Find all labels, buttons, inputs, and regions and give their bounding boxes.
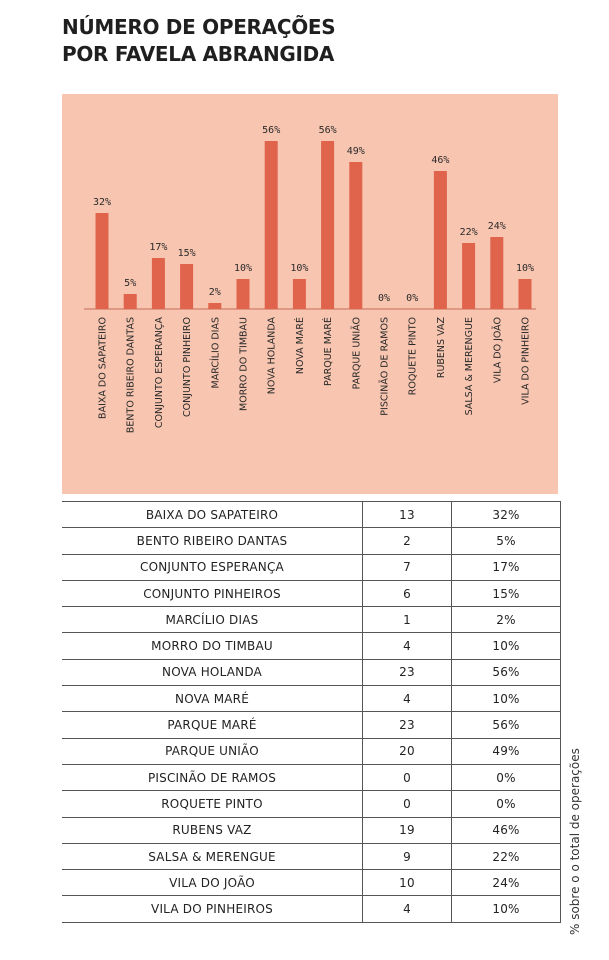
bar-value-label: 17% [149,242,168,253]
operation-count-cell: 0 [363,791,452,817]
chart-title [62,14,335,68]
bar-chart [62,94,558,494]
category-label: PISCINÃO DE RAMOS [379,317,391,416]
operation-count-cell: 20 [363,738,452,764]
operation-percent-cell: 17% [452,554,561,580]
favela-name-cell: VILA DO JOÃO [62,870,363,896]
bar-value-label: 0% [377,293,391,304]
table-row [62,791,561,817]
bar-value-label: 5% [124,278,137,289]
operation-percent-cell: 5% [452,528,561,554]
category-label: RUBENS VAZ [435,317,447,379]
bar-value-label: 2% [208,287,221,298]
bar-value-label: 24% [487,221,506,232]
bar-value-label: 32% [92,197,112,208]
operation-percent-cell: 56% [452,712,561,738]
operation-count-cell: 4 [363,686,452,712]
favela-name-cell: PARQUE MARÉ [62,712,363,738]
table-row [62,896,561,922]
bar [237,279,250,309]
bar-value-label: 10% [290,263,309,274]
table-row [62,764,561,790]
bar [349,162,362,309]
bar-value-label: 56% [318,125,337,136]
operation-percent-cell: 0% [452,764,561,790]
bar [96,213,109,309]
operation-percent-cell: 10% [452,686,561,712]
category-label: CONJUNTO ESPERANÇA [153,317,165,429]
bar [490,237,503,309]
title-line-1: NÚMERO DE OPERAÇÕES [62,15,336,39]
table-row [62,817,561,843]
favela-name-cell: RUBENS VAZ [62,817,363,843]
title-line-2: POR FAVELA ABRANGIDA [62,42,335,66]
bar-value-label: 22% [459,227,478,238]
table-row [62,686,561,712]
bar-value-label: 49% [346,146,365,157]
operation-percent-cell: 22% [452,843,561,869]
table-row [62,633,561,659]
bar-value-label: 10% [233,263,253,274]
operation-count-cell: 19 [363,817,452,843]
table-row [62,870,561,896]
operation-percent-cell: 2% [452,607,561,633]
favela-name-cell: PARQUE UNIÃO [62,738,363,764]
table-row [62,607,561,633]
operation-count-cell: 23 [363,712,452,738]
favela-name-cell: CONJUNTO ESPERANÇA [62,554,363,580]
operation-percent-cell: 56% [452,659,561,685]
bar [321,141,334,309]
favela-name-cell: PISCINÃO DE RAMOS [62,764,363,790]
bar [152,258,165,309]
operation-percent-cell: 49% [452,738,561,764]
operations-table-body [62,502,561,923]
favela-name-cell: BAIXA DO SAPATEIRO [62,502,363,528]
bar [293,279,306,309]
category-label: NOVA MARÉ [294,317,306,375]
category-label: VILA DO PINHEIRO [520,317,532,405]
table-row [62,712,561,738]
operation-percent-cell: 0% [452,791,561,817]
operation-count-cell: 1 [363,607,452,633]
operation-count-cell: 13 [363,502,452,528]
bar [265,141,278,309]
bar-value-label: 10% [515,263,535,274]
operation-count-cell: 4 [363,633,452,659]
operation-percent-cell: 32% [452,502,561,528]
favela-name-cell: MARCÍLIO DIAS [62,607,363,633]
bar [519,279,532,309]
bar-chart-panel [62,94,558,494]
favela-name-cell: NOVA HOLANDA [62,659,363,685]
favela-name-cell: NOVA MARÉ [62,686,363,712]
table-row [62,502,561,528]
bar-value-label: 15% [177,248,196,259]
table-row [62,843,561,869]
side-note: % sobre o o total de operações [568,748,582,935]
bar [462,243,475,309]
favela-name-cell: BENTO RIBEIRO DANTAS [62,528,363,554]
category-label: NOVA HOLANDA [266,317,278,395]
operation-count-cell: 9 [363,843,452,869]
category-label: BAIXA DO SAPATEIRO [97,317,109,419]
category-label: ROQUETE PINTO [407,317,419,396]
operation-count-cell: 4 [363,896,452,922]
operation-percent-cell: 15% [452,580,561,606]
operation-count-cell: 7 [363,554,452,580]
operation-count-cell: 2 [363,528,452,554]
category-label: VILA DO JOÃO [492,317,504,384]
operation-count-cell: 23 [363,659,452,685]
category-label: PARQUE UNIÃO [351,317,363,390]
favela-name-cell: CONJUNTO PINHEIROS [62,580,363,606]
bar [124,294,137,309]
table-row [62,580,561,606]
operation-percent-cell: 46% [452,817,561,843]
bar [434,171,447,309]
table-row [62,738,561,764]
favela-name-cell: MORRO DO TIMBAU [62,633,363,659]
category-label: SALSA & MERENGUE [464,317,476,416]
table-row [62,659,561,685]
bar-value-label: 56% [262,125,281,136]
bar [180,264,193,309]
category-label: CONJUNTO PINHEIRO [182,317,194,418]
favela-name-cell: SALSA & MERENGUE [62,843,363,869]
bars-layer [93,125,534,433]
operation-count-cell: 6 [363,580,452,606]
bar-value-label: 0% [406,293,419,304]
category-label: PARQUE MARÉ [323,317,335,386]
bar-value-label: 46% [431,155,450,166]
bar [208,303,221,309]
category-label: MARCÍLIO DIAS [210,317,222,389]
operation-percent-cell: 10% [452,633,561,659]
favela-name-cell: VILA DO PINHEIROS [62,896,363,922]
operation-count-cell: 10 [363,870,452,896]
category-label: MORRO DO TIMBAU [238,317,250,411]
favela-name-cell: ROQUETE PINTO [62,791,363,817]
table-row [62,554,561,580]
table-row [62,528,561,554]
operation-count-cell: 0 [363,764,452,790]
operation-percent-cell: 24% [452,870,561,896]
operations-table [62,501,561,923]
category-label: BENTO RIBEIRO DANTAS [125,317,137,434]
operation-percent-cell: 10% [452,896,561,922]
